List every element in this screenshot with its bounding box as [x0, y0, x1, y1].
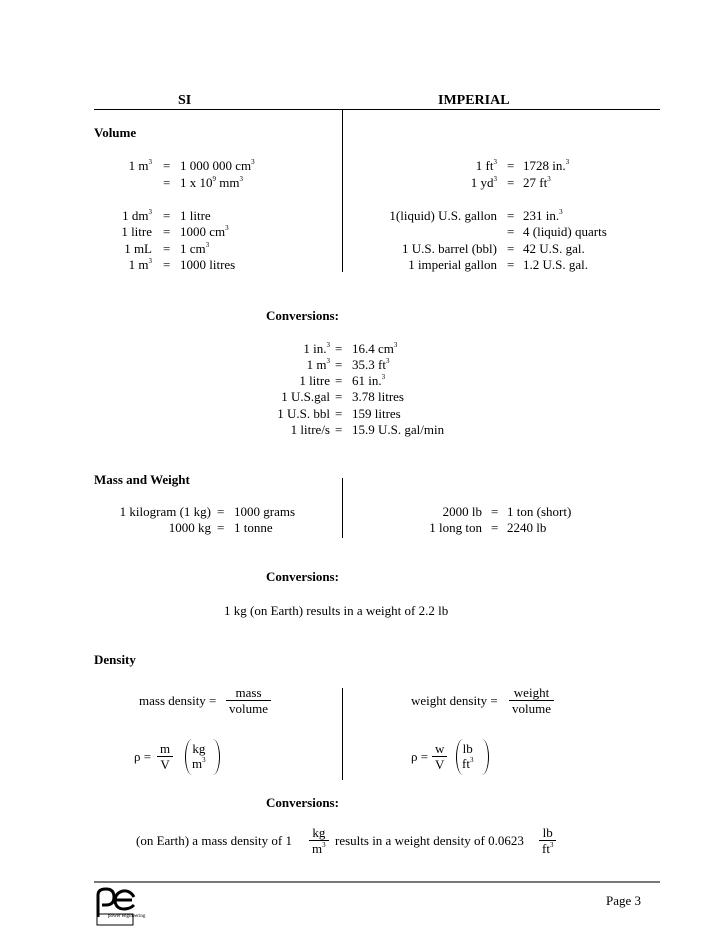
equals: = — [507, 224, 515, 239]
imp-vol-r4-rhs: 4 (liquid) quarts — [523, 224, 607, 239]
imp-vol-r2-lhs: 1 $yd^3$ — [470, 175, 497, 190]
si-vol-r6-rhs: 1000 litres — [180, 257, 236, 272]
rho-imp-lhs: ρ = — [411, 749, 429, 764]
rho-si-fraction: $\frac{m}{V}$ — [157, 741, 173, 772]
si-vol-r2-rhs: 1 x $10^9$ $mm^3$ — [180, 175, 243, 190]
mass-imp-r1-rhs: 1 ton (short) — [507, 504, 572, 519]
si-heading: SI — [178, 93, 192, 108]
si-vol-r1-lhs: 1 $m^3$ — [128, 158, 152, 173]
equals: = — [163, 224, 171, 239]
conv-r4-rhs: 3.78 litres — [352, 389, 404, 404]
equals: = — [163, 158, 171, 173]
conv-r5-lhs: 1 U.S. bbl — [277, 406, 330, 421]
conv-r6-lhs: 1 litre/s — [290, 422, 330, 437]
rho-imp-fraction: $\frac{w}{V}$ — [432, 741, 447, 772]
imp-vol-r6-lhs: 1 imperial gallon — [408, 257, 497, 272]
si-vol-r1-rhs: 1 000 000 $cm^3$ — [180, 158, 255, 173]
equals: = — [335, 389, 343, 404]
si-vol-r4-rhs: 1000 $cm^3$ — [180, 224, 229, 239]
conv-r1-rhs: 16.4 $cm^3$ — [352, 341, 398, 356]
equals: = — [163, 257, 171, 272]
equals: = — [507, 208, 515, 223]
imp-vol-r5-lhs: 1 U.S. barrel (bbl) — [402, 241, 497, 256]
equals: = — [217, 520, 225, 535]
volume-title: Volume — [94, 125, 137, 140]
imperial-heading: IMPERIAL — [438, 93, 510, 108]
imp-vol-r1-rhs: 1728 in.$^3$ — [523, 158, 570, 173]
logo-text: power engineering — [108, 914, 146, 919]
volume-conversions-title: Conversions: — [266, 308, 339, 323]
conv-r6-rhs: 15.9 U.S. gal/min — [352, 422, 445, 437]
conv-r2-rhs: 35.3 $ft^3$ — [352, 357, 390, 372]
header-rule — [94, 109, 660, 110]
rho-si-units: kg $m^3$ — [192, 741, 206, 771]
imp-vol-r2-rhs: 27 $ft^3$ — [523, 175, 551, 190]
weight-density-fraction: weight volume — [509, 685, 554, 716]
power-engineering-logo — [94, 887, 146, 927]
equals: = — [335, 341, 343, 356]
imp-vol-r6-rhs: 1.2 U.S. gal. — [523, 257, 588, 272]
mass-si-r1-rhs: 1000 grams — [234, 504, 296, 519]
equals: = — [163, 241, 171, 256]
equals: = — [507, 257, 515, 272]
equals: = — [217, 504, 225, 519]
mass-title: Mass and Weight — [94, 472, 190, 487]
imp-vol-r3-rhs: 231 in.$^3$ — [523, 208, 563, 223]
equals: = — [491, 504, 499, 519]
equals: = — [491, 520, 499, 535]
imp-vol-r1-lhs: 1 $ft^3$ — [475, 158, 497, 173]
si-vol-r3-lhs: 1 $dm^3$ — [122, 208, 152, 223]
equals: = — [335, 373, 343, 388]
page-number: Page 3 — [606, 893, 642, 908]
mass-density-label: mass density = — [139, 693, 217, 708]
density-divider — [342, 688, 343, 780]
equals: = — [163, 208, 171, 223]
si-vol-r5-rhs: 1 $cm^3$ — [180, 241, 210, 256]
mass-imp-r1-lhs: 2000 lb — [442, 504, 482, 519]
density-conv-unit1: $\frac{kg}{m^3}$ — [309, 825, 329, 856]
mass-conversion-text: 1 kg (on Earth) results in a weight of 2.2 lb — [224, 603, 449, 618]
density-title: Density — [94, 652, 136, 667]
density-conv-mid: results in a weight density of 0.0623 — [335, 833, 524, 848]
mass-conversions-title: Conversions: — [266, 569, 339, 584]
volume-divider — [342, 110, 343, 272]
imp-vol-r5-rhs: 42 U.S. gal. — [523, 241, 585, 256]
conv-r2-lhs: 1 $m^3$ — [306, 357, 330, 372]
equals: = — [507, 241, 515, 256]
si-vol-r5-lhs: 1 mL — [124, 241, 152, 256]
equals: = — [335, 406, 343, 421]
mass-si-r2-rhs: 1 tonne — [234, 520, 273, 535]
conv-r5-rhs: 159 litres — [352, 406, 401, 421]
rho-si-lhs: ρ = — [134, 749, 152, 764]
mass-density-fraction: mass volume — [226, 685, 271, 716]
equals: = — [163, 175, 171, 190]
mass-imp-r2-lhs: 1 long ton — [429, 520, 482, 535]
equals: = — [507, 175, 515, 190]
equals: = — [335, 422, 343, 437]
logo-icon — [94, 887, 138, 927]
mass-si-r2-lhs: 1000 kg — [168, 520, 211, 535]
mass-imp-r2-rhs: 2240 lb — [507, 520, 547, 535]
equals: = — [507, 158, 515, 173]
si-vol-r6-lhs: 1 $m^3$ — [128, 257, 152, 272]
density-conversions-title: Conversions: — [266, 795, 339, 810]
rho-imp-units: lb $ft^3$ — [462, 741, 474, 771]
mass-divider — [342, 478, 343, 538]
density-conv-unit2: $\frac{lb}{ft^3}$ — [539, 825, 556, 856]
conv-r4-lhs: 1 U.S.gal — [281, 389, 330, 404]
weight-density-label: weight density = — [411, 693, 498, 708]
footer-rule — [94, 881, 660, 883]
conv-r1-lhs: 1 in.$^3$ — [303, 341, 330, 356]
conv-r3-rhs: 61 in.$^3$ — [352, 373, 386, 388]
si-vol-r3-rhs: 1 litre — [180, 208, 211, 223]
si-vol-r4-lhs: 1 litre — [121, 224, 152, 239]
conv-r3-lhs: 1 litre — [299, 373, 330, 388]
mass-si-r1-lhs: 1 kilogram (1 kg) — [119, 504, 211, 519]
density-conv-pre: (on Earth) a mass density of 1 — [136, 833, 292, 848]
equals: = — [335, 357, 343, 372]
imp-vol-r3-lhs: 1(liquid) U.S. gallon — [389, 208, 497, 223]
